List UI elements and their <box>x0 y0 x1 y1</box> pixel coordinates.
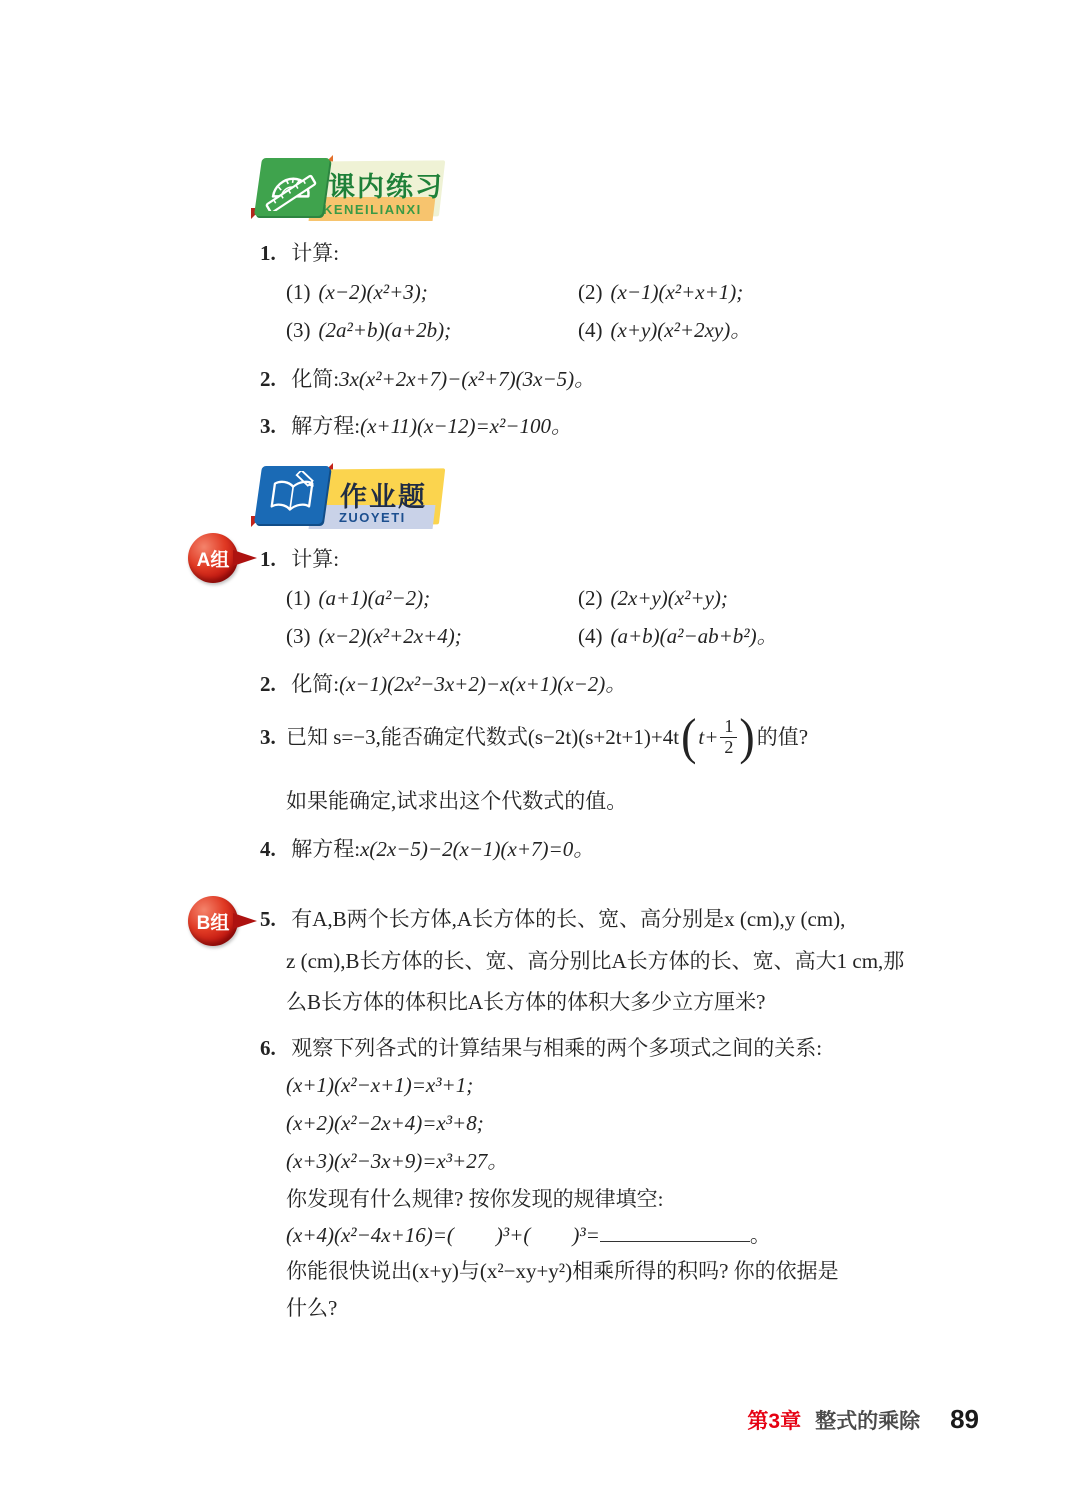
sub-tag: (1) <box>286 280 311 304</box>
item-label: 解方程: <box>291 837 361 861</box>
item-text: 有A,B两个长方体,A长方体的长、宽、高分别是x (cm),y (cm), <box>291 907 846 931</box>
item-text: z (cm),B长方体的长、宽、高分别比A长方体的长、宽、高大1 cm,那 <box>286 949 905 973</box>
zuoye-item-6-line3 <box>286 1258 839 1284</box>
item-number: 6. <box>260 1036 276 1060</box>
item-formula: x(2x−5)−2(x−1)(x+7)=0。 <box>360 837 595 861</box>
big-right-paren: ) <box>739 708 755 765</box>
zuoye-sub-row-2 <box>286 623 778 649</box>
badge-title: 作业题 <box>340 482 427 512</box>
item-formula: (x−1)(2x²−3x+2)−x(x+1)(x−2)。 <box>339 672 627 696</box>
exercise-1-3 <box>286 318 451 342</box>
fraction-pre: t+ <box>698 724 719 749</box>
item-number: 4. <box>260 837 276 861</box>
zuoye-item-6-line2 <box>286 1186 663 1212</box>
item-number: 3. <box>260 724 276 749</box>
equation: (x+1)(x²−x+1)=x³+1; <box>286 1073 474 1097</box>
zuoye-item-6 <box>260 1035 822 1061</box>
kenei-item-2 <box>260 366 595 392</box>
item-text: 你能很快说出(x+y)与(x²−xy+y²)相乘所得的积吗? 你的依据是 <box>286 1259 839 1283</box>
item-number: 3. <box>260 414 276 438</box>
item-text-post: 的值? <box>756 724 809 749</box>
item-formula: (x+11)(x−12)=x²−100。 <box>360 414 572 438</box>
item-formula: 3x(x²+2x+7)−(x²+7)(3x−5)。 <box>339 367 596 391</box>
chapter-title: 整式的乘除 <box>815 1410 921 1433</box>
sub-tag: (2) <box>578 280 603 304</box>
item-text: 你发现有什么规律? 按你发现的规律填空: <box>286 1187 664 1211</box>
zuoye-item-6-fill <box>286 1221 771 1248</box>
zuoye-item-2 <box>260 671 626 697</box>
open-book-pencil-icon <box>254 466 330 524</box>
sub-tag: (4) <box>578 318 603 342</box>
item-number: 2. <box>260 672 276 696</box>
item-number: 5. <box>260 907 276 931</box>
fraction-numerator: 1 <box>724 715 734 736</box>
exercise-1-2 <box>578 279 743 305</box>
sub-tag: (3) <box>286 624 311 648</box>
zuoye-item-1 <box>260 546 339 572</box>
sub-tag: (2) <box>578 586 603 610</box>
big-left-paren: ( <box>681 708 697 765</box>
sub-formula: (x−1)(x²+x+1); <box>610 280 744 304</box>
kenei-item-3 <box>260 413 572 439</box>
section-badge-zuoye <box>258 466 448 536</box>
sub-formula: (a+1)(a²−2); <box>318 586 431 610</box>
kenei-sub-row-1 <box>286 279 744 305</box>
badge-tail <box>233 550 257 566</box>
zuoye-sub-row-1 <box>286 585 728 611</box>
protractor-ruler-icon <box>254 158 330 216</box>
exercise-1-2 <box>578 585 728 611</box>
sub-formula: (x−2)(x²+2x+4); <box>318 624 462 648</box>
group-b-badge <box>188 896 238 946</box>
zuoye-item-6-eq2 <box>286 1110 484 1136</box>
item-text: 如果能确定,试求出这个代数式的值。 <box>286 789 628 813</box>
exercise-1-4 <box>578 317 751 343</box>
zuoye-item-6-eq1 <box>286 1072 473 1098</box>
zuoye-item-3 <box>260 706 808 768</box>
zuoye-item-5-line3 <box>286 989 766 1015</box>
zuoye-item-6-line4 <box>286 1295 337 1321</box>
item-label: 计算: <box>291 241 340 265</box>
kenei-item-1 <box>260 240 339 266</box>
item-number: 1. <box>260 241 276 265</box>
equation: (x+2)(x²−2x+4)=x³+8; <box>286 1111 484 1135</box>
sub-formula: (x+y)(x²+2xy)。 <box>610 318 752 342</box>
fraction-denominator: 2 <box>720 737 737 758</box>
item-text: 观察下列各式的计算结果与相乘的两个多项式之间的关系: <box>291 1036 823 1060</box>
exercise-1-1 <box>286 586 430 610</box>
group-a-badge <box>188 533 238 583</box>
exercise-1-4 <box>578 623 778 649</box>
item-text: 什么? <box>286 1296 338 1320</box>
badge-subtitle: ZUOYETI <box>338 509 406 525</box>
group-b-label: B组 <box>196 912 230 934</box>
fill-period: 。 <box>749 1223 771 1247</box>
section-badge-kenei <box>258 158 448 228</box>
zuoye-item-6-eq3 <box>286 1148 508 1174</box>
sub-formula: (x−2)(x²+3); <box>318 280 428 304</box>
item-label: 计算: <box>291 547 340 571</box>
zuoye-item-3-line2 <box>286 788 627 814</box>
exercise-1-3 <box>286 624 462 648</box>
item-label: 解方程: <box>291 414 361 438</box>
item-number: 1. <box>260 547 276 571</box>
kenei-sub-row-2 <box>286 317 752 343</box>
fill-formula: (x+4)(x²−4x+16)=( )³+( )³= <box>286 1223 600 1247</box>
zuoye-item-4 <box>260 836 594 862</box>
fraction-expression <box>698 717 737 758</box>
sub-formula: (2x+y)(x²+y); <box>610 586 728 610</box>
sub-tag: (3) <box>286 318 311 342</box>
sub-formula: (a+b)(a²−ab+b²)。 <box>610 624 778 648</box>
fraction <box>720 717 737 758</box>
sub-tag: (4) <box>578 624 603 648</box>
zuoye-item-5 <box>260 906 845 932</box>
item-text: 么B长方体的体积比A长方体的体积大多少立方厘米? <box>286 990 766 1014</box>
badge-title: 课内练习 <box>328 172 444 202</box>
item-label: 化简: <box>291 367 340 391</box>
page-footer <box>747 1404 979 1435</box>
sub-tag: (1) <box>286 586 311 610</box>
item-text: 已知 s=−3,能否确定代数式(s−2t)(s+2t+1)+4t <box>286 724 680 749</box>
equation: (x+3)(x²−3x+9)=x³+27。 <box>286 1149 509 1173</box>
fill-in-blank <box>600 1221 750 1242</box>
badge-subtitle: KENEILIANXI <box>322 201 422 217</box>
badge-tail <box>233 913 257 929</box>
zuoye-item-5-line2 <box>286 948 904 974</box>
group-a-label: A组 <box>196 549 230 571</box>
page-number: 89 <box>950 1404 979 1434</box>
chapter-label: 第3章 <box>747 1410 802 1433</box>
exercise-1-1 <box>286 280 428 304</box>
item-number: 2. <box>260 367 276 391</box>
sub-formula: (2a²+b)(a+2b); <box>318 318 452 342</box>
item-label: 化简: <box>291 672 340 696</box>
